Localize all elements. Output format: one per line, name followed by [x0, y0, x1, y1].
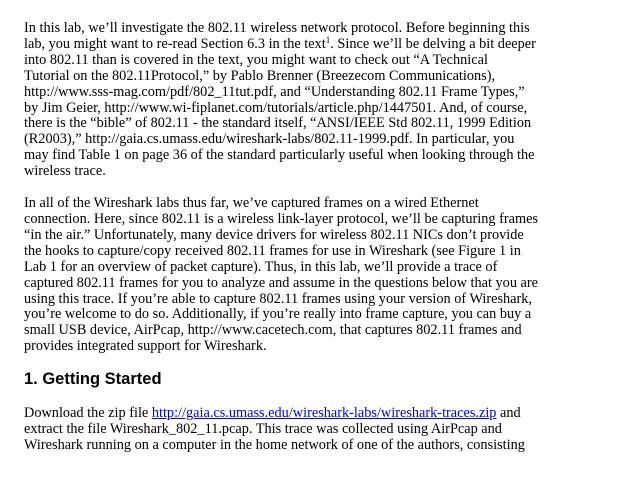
section-heading: 1. Getting Started — [24, 370, 162, 389]
paragraph-spacer — [24, 180, 584, 196]
download-line-2: extract the file Wireshark_802_11.pcap. This trace was collected using AirPcap and — [24, 421, 502, 438]
intro-line-2-text-b: . Since we’ll be delving a bit deeper — [330, 35, 536, 52]
capture-line-8: you’re welcome to do so. Additionally, if you’re really into frame capture, you can buy a — [24, 306, 532, 323]
intro-line-9: may find Table 1 on page 36 of the standard particularly useful when looking through the — [24, 147, 535, 164]
intro-line-10: wireless trace. — [24, 163, 106, 180]
download-line-1 — [24, 406, 584, 422]
download-paragraph — [24, 406, 584, 454]
intro-line-8: (R2003),” http://gaia.cs.umass.edu/wireshark-labs/802.11-1999.pdf. In particular, you — [24, 131, 515, 148]
intro-line-6: by Jim Geier, http://www.wi-fiplanet.com/tutorials/article.php/1447501. And, of course, — [24, 99, 528, 116]
intro-line-4: Tutorial on the 802.11Protocol,” by Pablo Brenner (Breezecom Communications), — [24, 67, 496, 84]
download-line-1-text-a: Download the zip file — [24, 405, 152, 422]
intro-paragraph — [24, 21, 584, 180]
capture-line-2: connection. Here, since 802.11 is a wireless link-layer protocol, we’ll be capturing frames — [24, 210, 538, 227]
capture-paragraph — [24, 196, 584, 355]
download-line-1-text-b: and — [496, 405, 521, 422]
intro-line-2 — [24, 34, 584, 53]
capture-line-5: Lab 1 for an overview of packet capture). Thus, in this lab, we’ll provide a trace of — [24, 258, 498, 275]
intro-line-1: In this lab, we’ll investigate the 802.11 wireless network protocol. Before beginning this — [24, 20, 530, 36]
intro-line-7: there is the “bible” of 802.11 - the standard itself, “ANSI/IEEE Std 802.11, 1999 Edition — [24, 115, 532, 132]
capture-line-3: “in the air.” Unfortunately, many device drivers for wireless 802.11 NICs don’t provide — [24, 226, 524, 243]
intro-line-2-text-a: lab, you might want to re-read Section 6.3 in the text — [24, 35, 326, 52]
intro-line-3: into 802.11 than is covered in the text, you might want to check out “A Technical — [24, 51, 488, 68]
traces-zip-link[interactable]: http://gaia.cs.umass.edu/wireshark-labs/wireshark-traces.zip — [151, 405, 497, 422]
footnote-marker: 1 — [325, 34, 331, 45]
capture-line-9: small USB device, AirPcap, http://www.cacetech.com, that captures 802.11 frames and — [24, 322, 522, 339]
capture-line-7: using this trace. If you’re able to capture 802.11 frames using your version of Wireshark, — [24, 290, 533, 307]
intro-line-5: http://www.sss-mag.com/pdf/802_11tut.pdf, and “Understanding 802.11 Frame Types,” — [24, 83, 525, 100]
capture-line-4: the hooks to capture/copy received 802.11 frames for use in Wireshark (see Figure 1 in — [24, 242, 521, 259]
capture-line-6: captured 802.11 frames for you to analyze and assume in the questions below that you are — [24, 274, 539, 291]
download-line-3: Wireshark running on a computer in the home network of one of the authors, consisting — [24, 436, 525, 453]
capture-line-10: provides integrated support for Wireshark. — [24, 338, 267, 355]
document-page — [24, 21, 584, 454]
capture-line-1: In all of the Wireshark labs thus far, we’ve captured frames on a wired Ethernet — [24, 195, 479, 212]
